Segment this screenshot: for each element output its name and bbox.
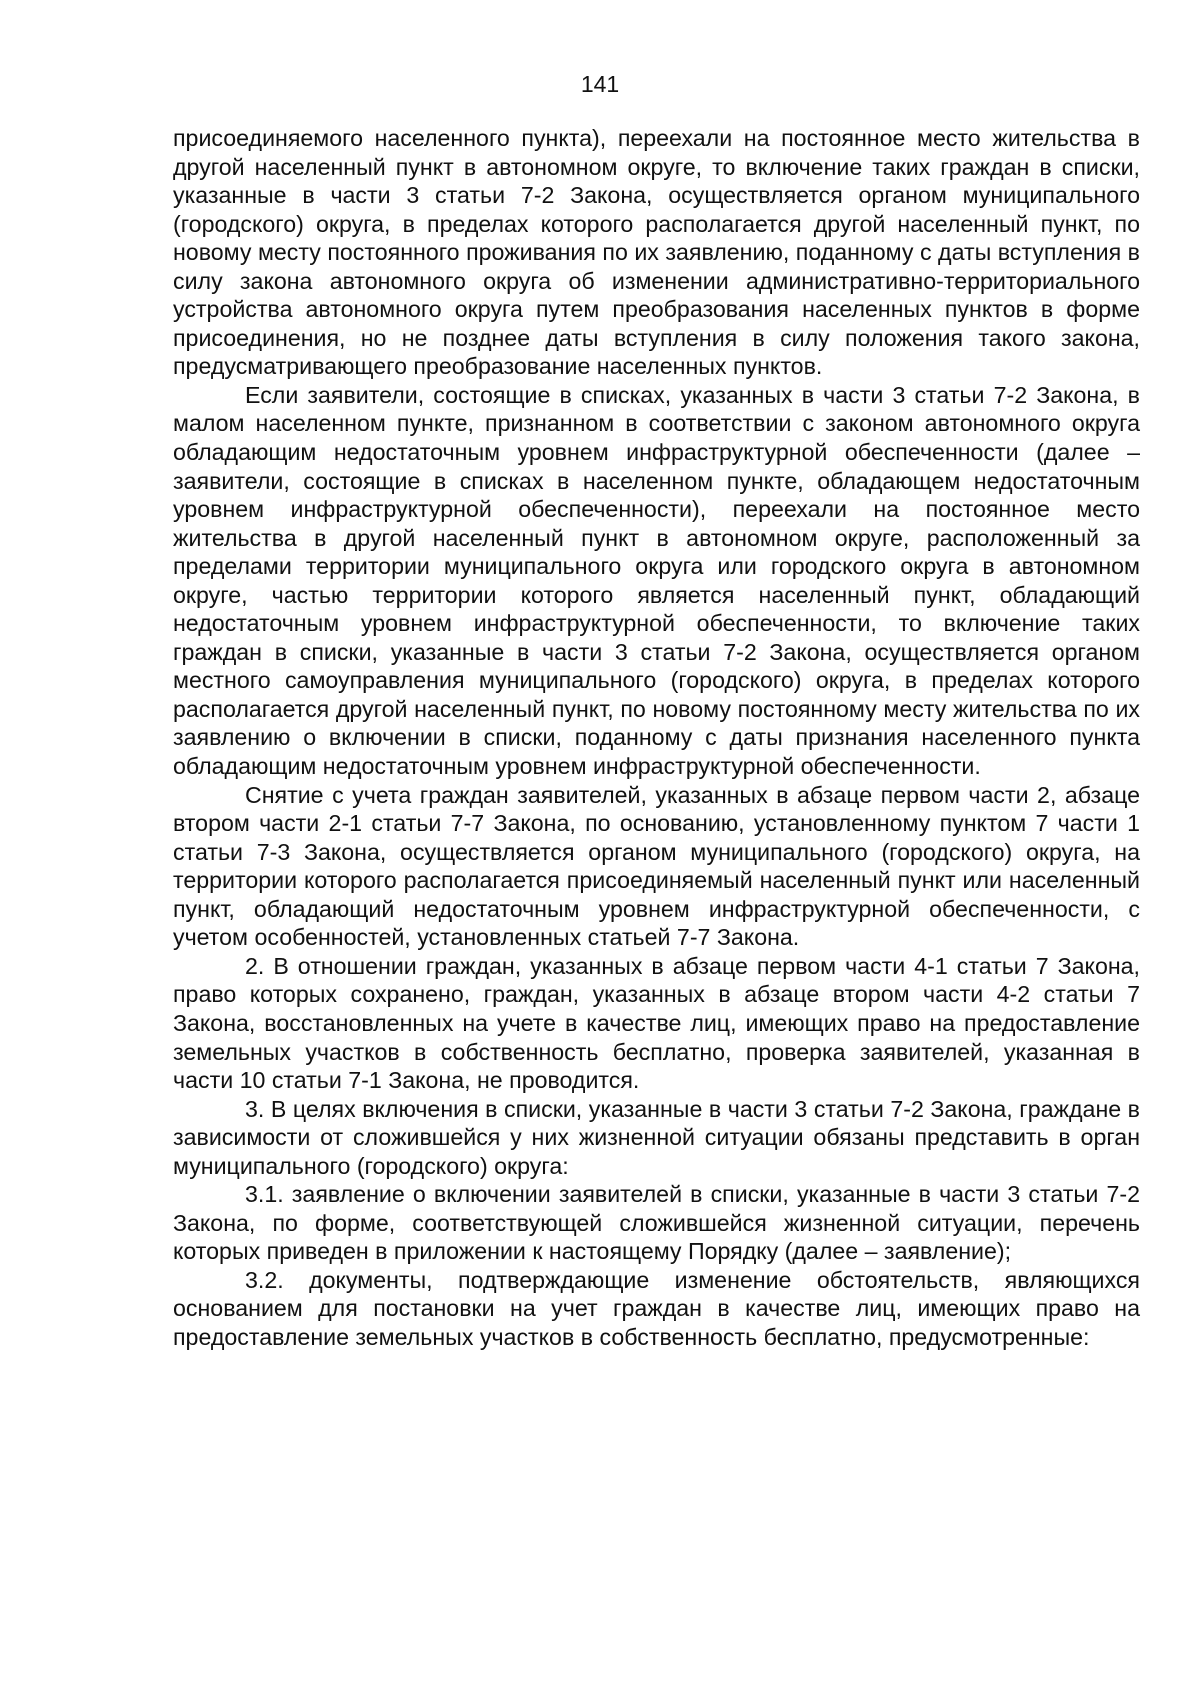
- paragraph: Снятие с учета граждан заявителей, указанных в абзаце первом части 2, абзаце втором части 2-1 статьи 7-7 Закона, по основанию, установленному пунктом 7 части 1 статьи 7-3 Закона, осуществляется органом муниципального (городского) округа, на территории которого располагается присоединяемый населенный пункт или населенный пункт, обладающий недостаточным уровнем инфраструктурной обеспеченности, с учетом особенностей, установленных статьей 7-7 Закона.: [173, 781, 1140, 951]
- paragraph: 3.2. документы, подтверждающие изменение обстоятельств, являющихся основанием для постановки на учет граждан в качестве лиц, имеющих право на предоставление земельных участков в собственность бесплатно, предусмотренные:: [173, 1266, 1140, 1350]
- paragraph: 2. В отношении граждан, указанных в абзаце первом части 4-1 статьи 7 Закона, право которых сохранено, граждан, указанных в абзаце втором части 4-2 статьи 7 Закона, восстановленных на учете в качестве лиц, имеющих право на предоставление земельных участков в собственность бесплатно, проверка заявителей, указанная в части 10 статьи 7-1 Закона, не проводится.: [173, 952, 1140, 1094]
- paragraph-continuation: присоединяемого населенного пункта), переехали на постоянное место жительства в другой населенный пункт в автономном округе, то включение таких граждан в списки, указанные в части 3 статьи 7-2 Закона, осуществляется органом муниципального (городского) округа, в пределах которого располагается другой населенный пункт, по новому месту постоянного проживания по их заявлению, поданному с даты вступления в силу закона автономного округа об изменении административно-территориального устройства автономного округа путем преобразования населенных пунктов в форме присоединения, но не позднее даты вступления в силу положения такого закона, предусматривающего преобразование населенных пунктов.: [173, 125, 1140, 380]
- document-body: [173, 124, 1140, 1352]
- paragraph: 3.1. заявление о включении заявителей в списки, указанные в части 3 статьи 7-2 Закона, по форме, соответствующей сложившейся жизненной ситуации, перечень которых приведен в приложении к настоящему Порядку (далее – заявление);: [173, 1181, 1140, 1265]
- paragraph: 3. В целях включения в списки, указанные в части 3 статьи 7-2 Закона, граждане в зависимости от сложившейся у них жизненной ситуации обязаны представить в орган муниципального (городского) округа:: [173, 1095, 1140, 1179]
- paragraph: Если заявители, состоящие в списках, указанных в части 3 статьи 7-2 Закона, в малом населенном пункте, признанном в соответствии с законом автономного округа обладающим недостаточным уровнем инфраструктурной обеспеченности (далее – заявители, состоящие в списках в населенном пункте, обладающем недостаточным уровнем инфраструктурной обеспеченности), переехали на постоянное место жительства в другой населенный пункт в автономном округе, расположенный за пределами территории муниципального округа или городского округа в автономном округе, частью территории которого является населенный пункт, обладающий недостаточным уровнем инфраструктурной обеспеченности, то включение таких граждан в списки, указанные в части 3 статьи 7-2 Закона, осуществляется органом местного самоуправления муниципального (городского) округа, в пределах которого располагается другой населенный пункт, по новому постоянному месту жительства по их заявлению о включении в списки, поданному с даты признания населенного пункта обладающим недостаточным уровнем инфраструктурной обеспеченности.: [173, 381, 1140, 780]
- page-number: 141: [580, 71, 620, 97]
